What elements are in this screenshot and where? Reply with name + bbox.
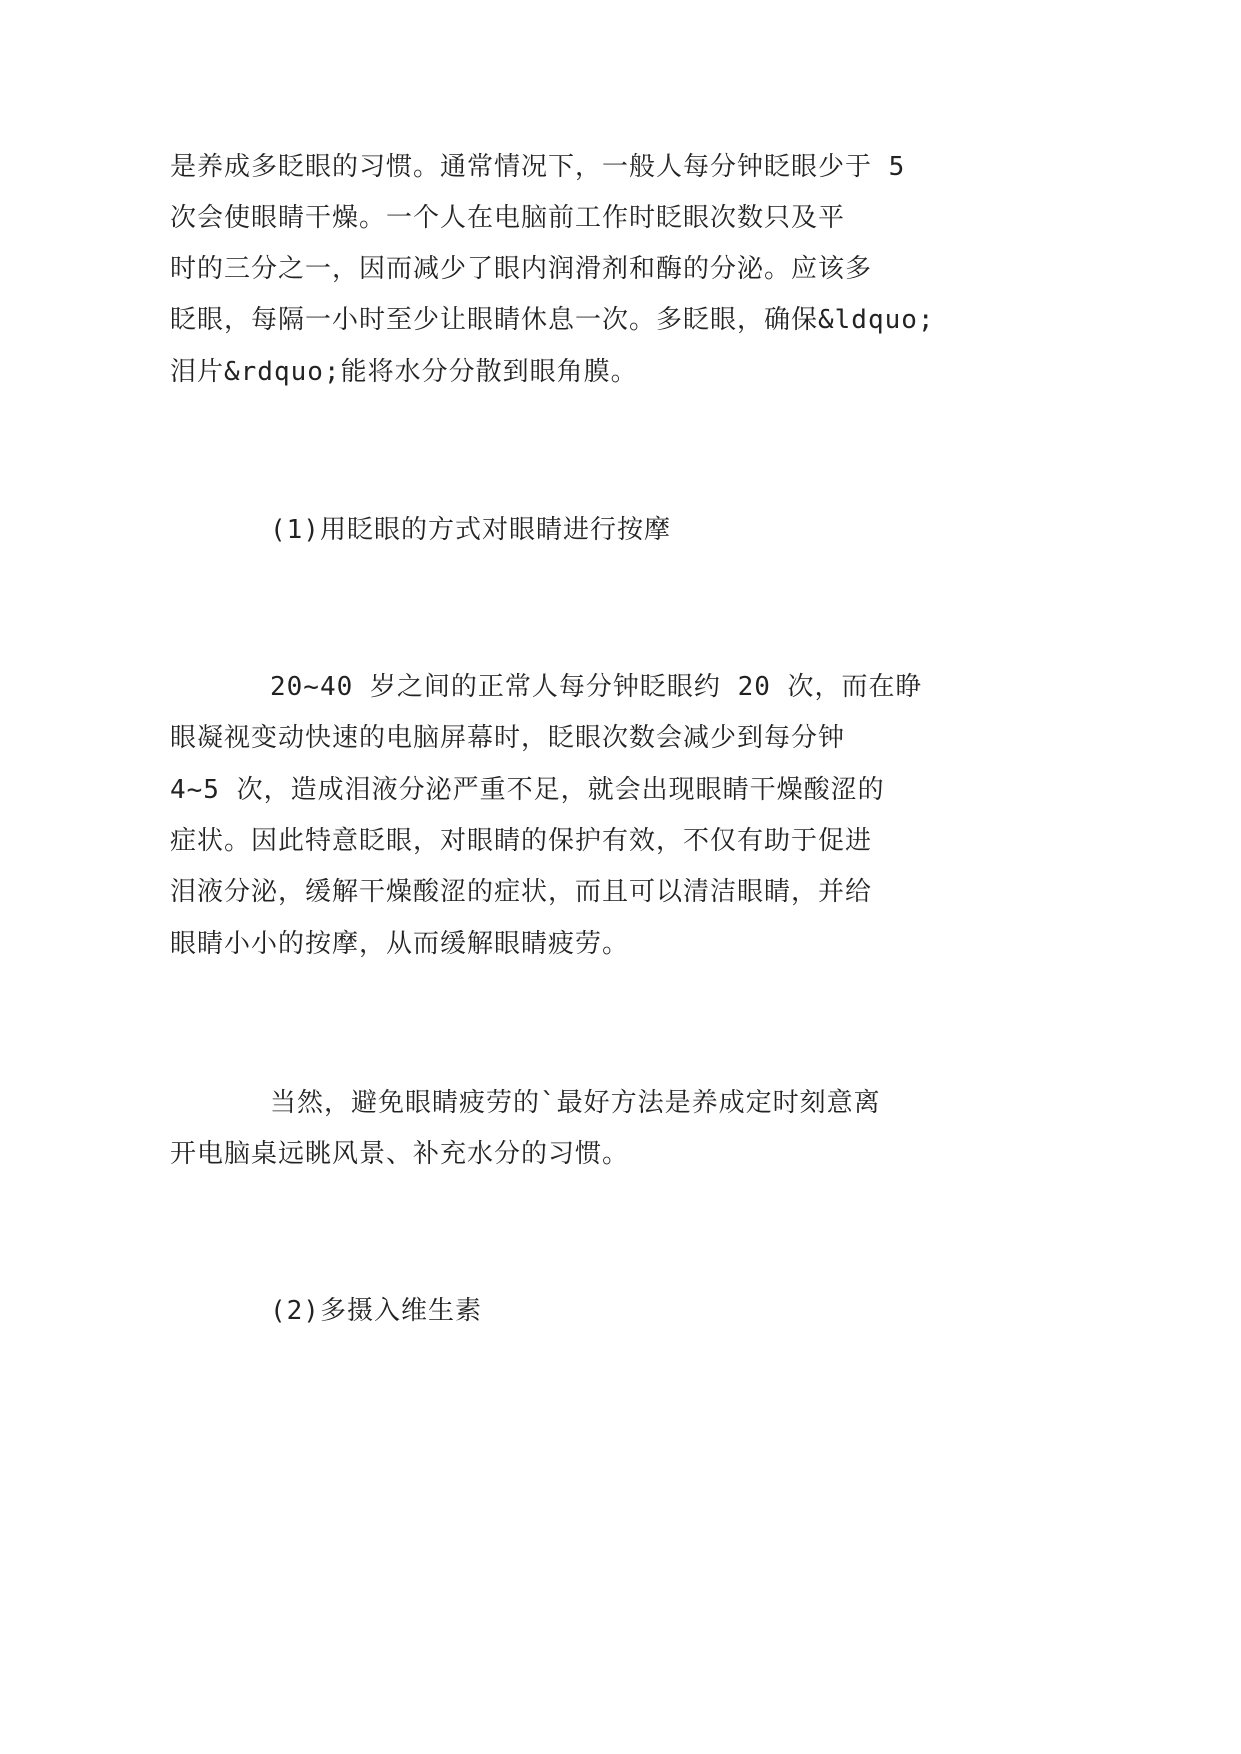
section-heading-blink-massage: (1)用眨眼的方式对眼睛进行按摩 bbox=[270, 515, 671, 545]
text-line: 4~5 次，造成泪液分泌严重不足，就会出现眼睛干燥酸涩的 bbox=[170, 775, 885, 805]
text-line: 次会使眼睛干燥。一个人在电脑前工作时眨眼次数只及平 bbox=[170, 203, 846, 233]
text-line: 眼睛小小的按摩，从而缓解眼睛疲劳。 bbox=[170, 929, 630, 959]
text-line: 泪片&rdquo;能将水分分散到眼角膜。 bbox=[170, 357, 638, 387]
text-line: 当然，避免眼睛疲劳的`最好方法是养成定时刻意离 bbox=[270, 1088, 881, 1118]
text-line: 时的三分之一，因而减少了眼内润滑剂和酶的分泌。应该多 bbox=[170, 254, 873, 284]
section-heading-vitamins: (2)多摄入维生素 bbox=[270, 1296, 482, 1326]
text-line: 是养成多眨眼的习惯。通常情况下，一般人每分钟眨眼少于 5 bbox=[170, 152, 906, 182]
text-line: 20~40 岁之间的正常人每分钟眨眼约 20 次，而在睁 bbox=[270, 672, 923, 702]
text-line: 症状。因此特意眨眼，对眼睛的保护有效，不仅有助于促进 bbox=[170, 826, 873, 856]
text-line: 眨眼，每隔一小时至少让眼睛休息一次。多眨眼，确保&ldquo; bbox=[170, 305, 935, 335]
text-line: 开电脑桌远眺风景、补充水分的习惯。 bbox=[170, 1139, 630, 1169]
text-line: 眼凝视变动快速的电脑屏幕时，眨眼次数会减少到每分钟 bbox=[170, 723, 846, 753]
text-line: 泪液分泌，缓解干燥酸涩的症状，而且可以清洁眼睛，并给 bbox=[170, 877, 873, 907]
